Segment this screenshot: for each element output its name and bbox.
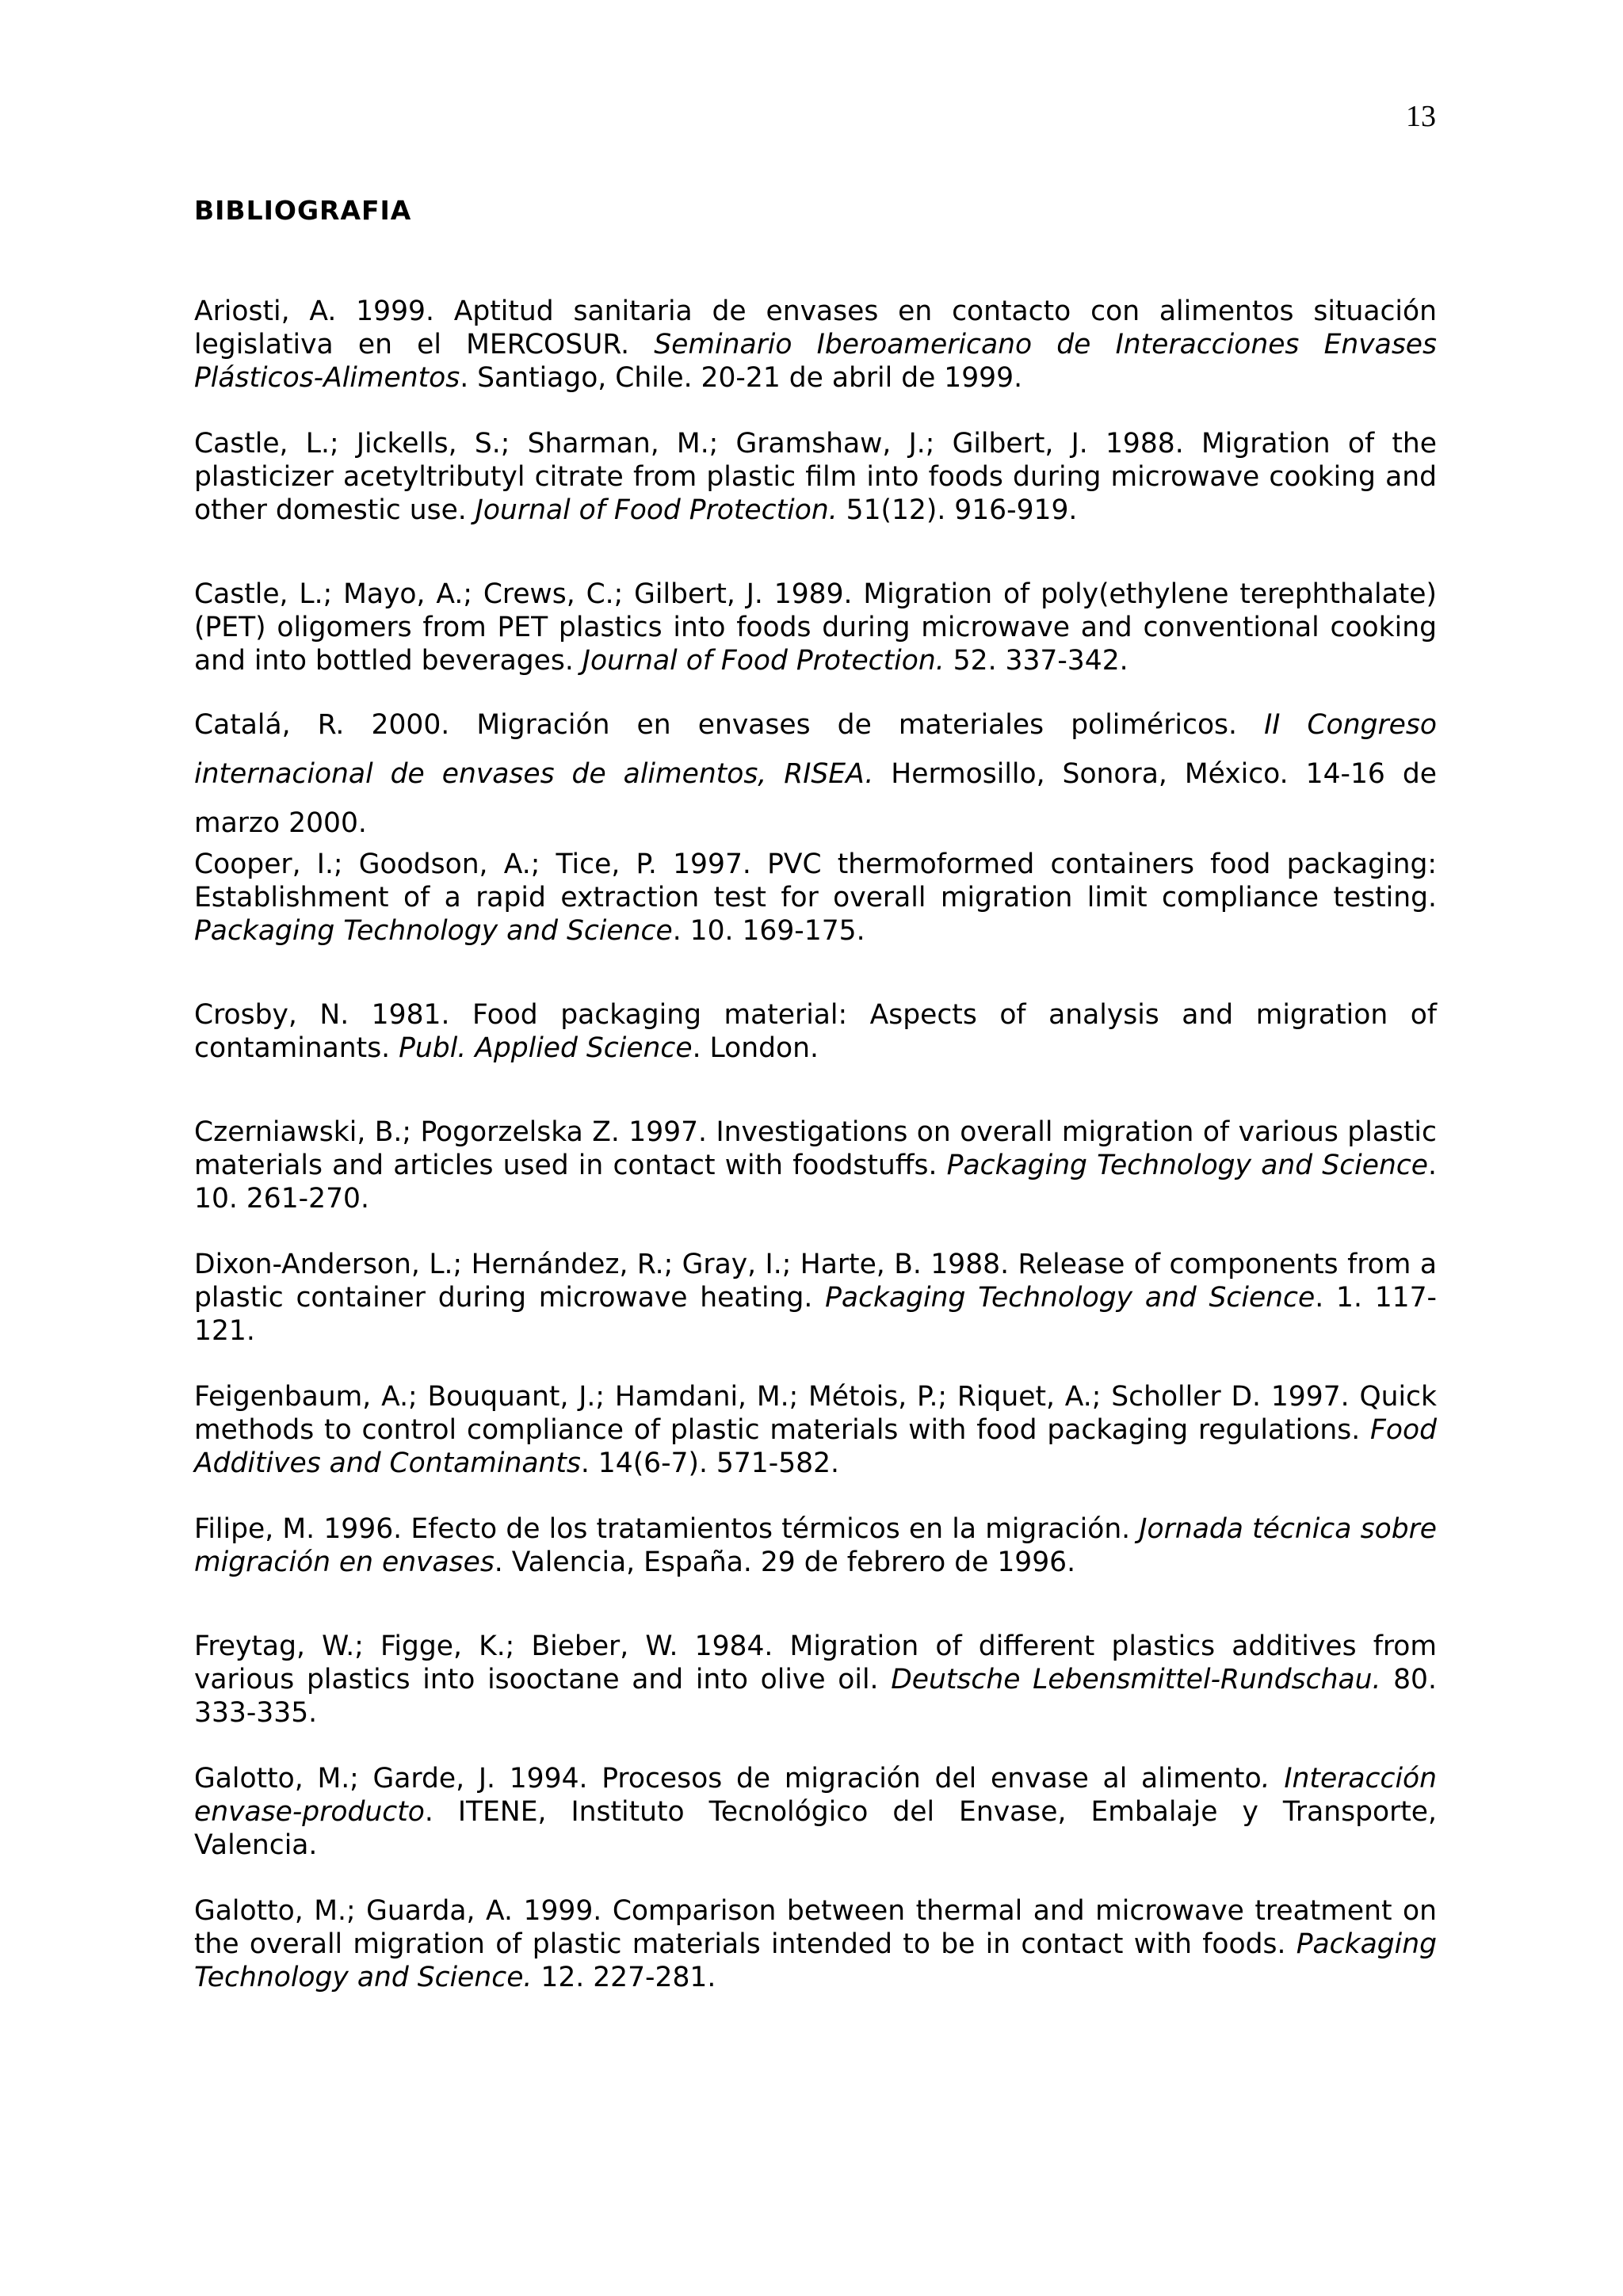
reference-text: Feigenbaum, A.; Bouquant, J.; Hamdani, M.; Métois, P.; Riquet, A.; Scholler D. 1997. Quick methods to control compliance of plastic materials with food packaging regulations. [194, 1381, 1437, 1446]
reference-publication: Packaging Technology and Science [194, 915, 673, 947]
reference-entry [194, 295, 1437, 395]
reference-text: Czerniawski, B.; Pogorzelska Z. 1997. Investigations on overall migration of various plastic materials and articles used in contact with foodstuffs. [194, 1116, 1437, 1181]
reference-publication: Food Additives and Contaminants [194, 1414, 1437, 1479]
reference-text: Galotto, M.; Garde, J. 1994. Procesos de migración del envase al alimento [194, 1763, 1262, 1794]
reference-entry [194, 1248, 1437, 1348]
reference-publication: Seminario Iberoamericano de Interacciones Envases Plásticos-Alimentos [194, 329, 1437, 394]
reference-text: Cooper, I.; Goodson, A.; Tice, P. 1997. PVC thermoformed containers food packaging: Establishment of a rapid extraction test for overall migration limit compliance testing. [194, 849, 1437, 913]
reference-entry [194, 848, 1437, 948]
reference-details: 51(12). 916-919. [837, 494, 1078, 526]
reference-details: . Valencia, España. 29 de febrero de 1996. [494, 1547, 1076, 1578]
reference-text: Galotto, M.; Guarda, A. 1999. Comparison between thermal and microwave treatment on the overall migration of plastic materials intended to be in contact with foods. [194, 1895, 1437, 1960]
page-number: 13 [1406, 100, 1436, 133]
reference-text: Filipe, M. 1996. Efecto de los tratamientos térmicos en la migración. [194, 1513, 1140, 1545]
reference-text: Freytag, W.; Figge, K.; Bieber, W. 1984. Migration of different plastics additives from various plastics into isooctane and into olive oil. [194, 1630, 1437, 1695]
reference-details: . Santiago, Chile. 20-21 de abril de 1999. [460, 362, 1023, 394]
reference-details: . 10. 261-270. [194, 1150, 1438, 1215]
reference-details: 80. 333-335. [194, 1664, 1437, 1729]
reference-text: Castle, L.; Mayo, A.; Crews, C.; Gilbert, J. 1989. Migration of poly(ethylene terephthalate) (PET) oligomers from PET plastics into foods during microwave and conventional cooking and into bottled beverages. [194, 578, 1437, 677]
reference-entry [194, 578, 1437, 677]
reference-publication: Packaging Technology and Science [946, 1150, 1429, 1181]
reference-entry [194, 1116, 1437, 1215]
reference-details: . 1. 117-121. [194, 1282, 1437, 1347]
reference-details: . London. [692, 1032, 819, 1064]
reference-entry [194, 1512, 1437, 1579]
reference-publication: Packaging Technology and Science [825, 1282, 1316, 1314]
reference-publication: Packaging Technology and Science. [194, 1928, 1437, 1993]
reference-details: . 10. 169-175. [672, 915, 865, 947]
reference-text: Crosby, N. 1981. Food packaging material: Aspects of analysis and migration of contaminants. [194, 999, 1437, 1064]
reference-entry [194, 1762, 1437, 1862]
reference-entry [194, 700, 1437, 848]
section-heading: BIBLIOGRAFIA [194, 195, 412, 226]
reference-publication: Journal of Food Protection. [475, 494, 838, 526]
reference-entry [194, 1894, 1437, 1994]
reference-publication: . Interacción envase-producto [194, 1763, 1437, 1828]
reference-publication: Journal of Food Protection. [582, 645, 945, 677]
reference-text: Dixon-Anderson, L.; Hernández, R.; Gray, I.; Harte, B. 1988. Release of components from a plastic container during microwave heating. [194, 1249, 1437, 1314]
reference-details: Hermosillo, Sonora, México. 14-16 de marzo 2000. [194, 758, 1437, 839]
reference-publication: II Congreso internacional de envases de alimentos, RISEA. [194, 709, 1437, 790]
reference-entry [194, 998, 1437, 1065]
reference-list [194, 295, 1437, 1994]
reference-publication: Publ. Applied Science [399, 1032, 693, 1064]
reference-details: . ITENE, Instituto Tecnológico del Envase, Embalaje y Transporte, Valencia. [194, 1796, 1437, 1861]
reference-text: Castle, L.; Jickells, S.; Sharman, M.; Gramshaw, J.; Gilbert, J. 1988. Migration of the plasticizer acetyltributyl citrate from plastic film into foods during microwave cooking and other domestic use. [194, 428, 1437, 526]
reference-publication: Jornada técnica sobre migración en envases [194, 1513, 1437, 1578]
reference-details: 52. 337-342. [944, 645, 1128, 677]
reference-entry [194, 427, 1437, 527]
reference-entry [194, 1380, 1437, 1480]
reference-text: Ariosti, A. 1999. Aptitud sanitaria de envases en contacto con alimentos situación legislativa en el MERCOSUR. [194, 296, 1437, 360]
reference-details: 12. 227-281. [532, 1962, 716, 1993]
reference-entry [194, 1630, 1437, 1730]
reference-publication: Deutsche Lebensmittel-Rundschau. [891, 1664, 1381, 1695]
reference-text: Catalá, R. 2000. Migración en envases de materiales poliméricos. [194, 709, 1265, 741]
reference-details: . 14(6-7). 571-582. [580, 1447, 840, 1479]
